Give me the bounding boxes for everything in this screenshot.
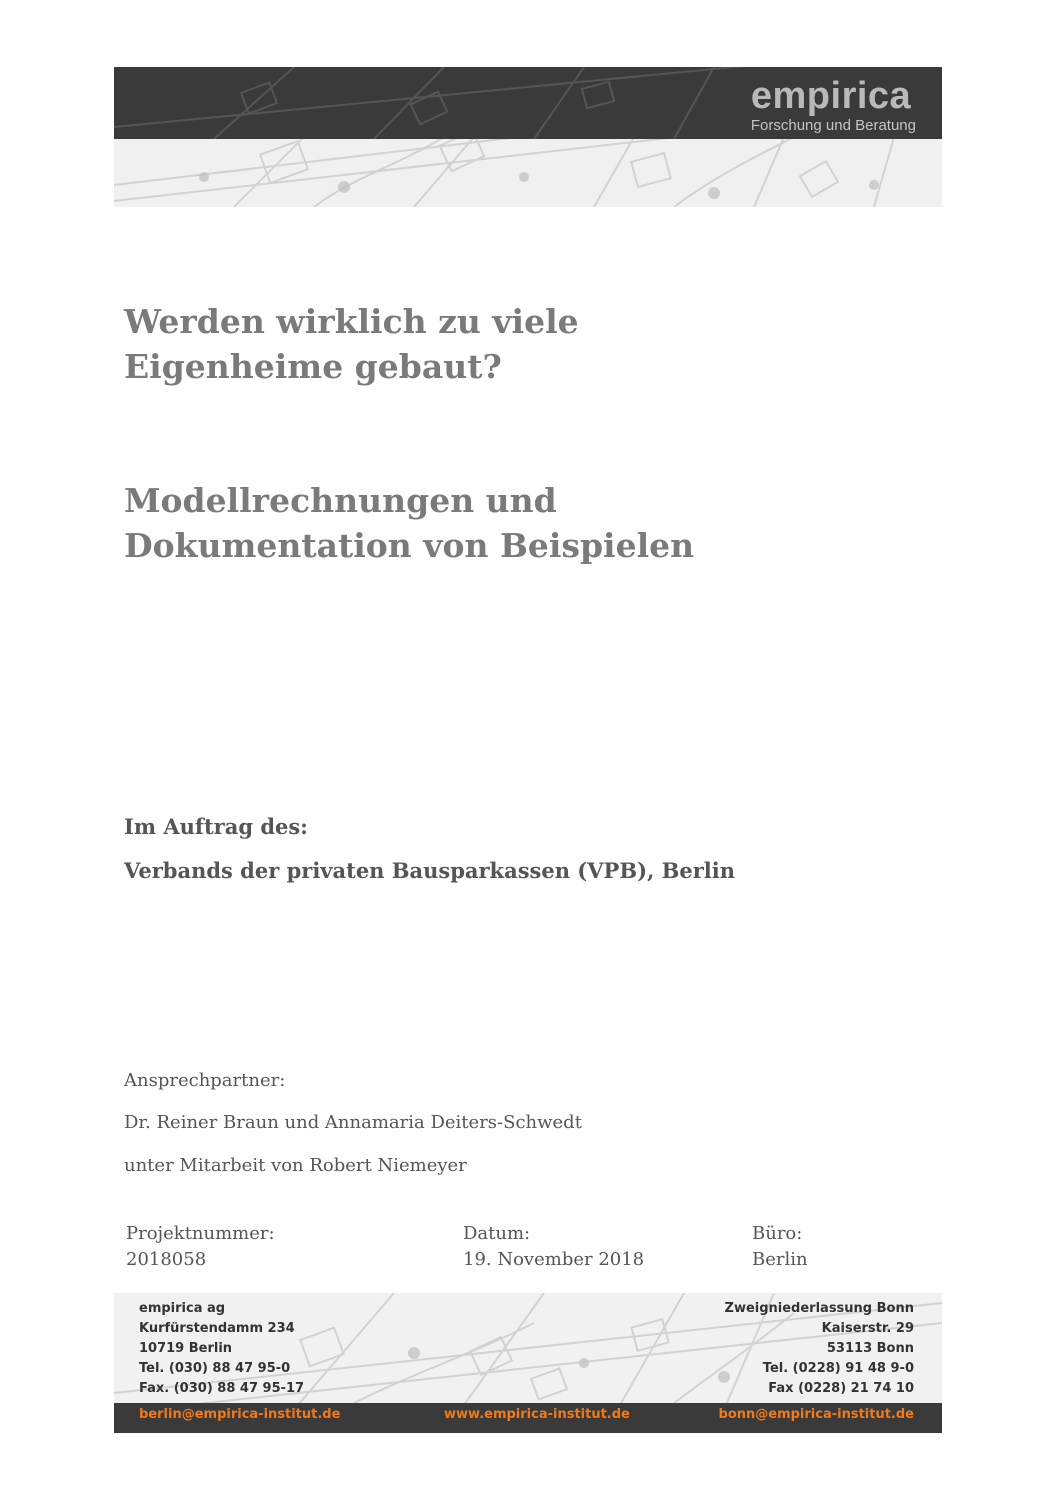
report-subtitle bbox=[124, 478, 694, 568]
header-banner bbox=[114, 67, 942, 207]
footer-bonn-line: Zweigniederlassung Bonn bbox=[724, 1301, 914, 1316]
footer-banner bbox=[114, 1293, 942, 1433]
email-bonn-link[interactable]: bonn@empirica-institut.de bbox=[718, 1407, 914, 1422]
office-label: Büro: bbox=[752, 1223, 803, 1244]
footer-berlin-line: Fax. (030) 88 47 95-17 bbox=[139, 1381, 305, 1396]
brand-logo bbox=[751, 75, 916, 135]
report-subtitle-line1: Modellrechnungen und bbox=[124, 481, 557, 520]
footer-berlin-line: Tel. (030) 88 47 95-0 bbox=[139, 1361, 291, 1376]
report-subtitle-line2: Dokumentation von Beispielen bbox=[124, 526, 695, 565]
footer-bonn-address bbox=[725, 1299, 914, 1399]
footer-bonn-line: Fax (0228) 21 74 10 bbox=[768, 1381, 914, 1396]
brand-name: empirica bbox=[750, 75, 912, 117]
contact-label: Ansprechpartner: bbox=[124, 1070, 286, 1091]
footer-berlin-line: 10719 Berlin bbox=[139, 1341, 233, 1356]
contact-assist: unter Mitarbeit von Robert Niemeyer bbox=[124, 1155, 467, 1176]
client-label: Im Auftrag des: bbox=[124, 814, 308, 839]
brand-tagline: Forschung und Beratung bbox=[750, 117, 916, 134]
report-title-line2: Eigenheime gebaut? bbox=[124, 347, 502, 386]
footer-berlin-line: empirica ag bbox=[139, 1301, 226, 1316]
office-value: Berlin bbox=[752, 1249, 808, 1270]
email-berlin-link[interactable]: berlin@empirica-institut.de bbox=[139, 1407, 341, 1422]
report-title bbox=[124, 299, 579, 389]
footer-bonn-line: Kaiserstr. 29 bbox=[821, 1321, 914, 1336]
report-title-line1: Werden wirklich zu viele bbox=[124, 302, 579, 341]
project-number-label: Projektnummer: bbox=[126, 1223, 275, 1244]
footer-berlin-address bbox=[139, 1299, 304, 1399]
contact-names: Dr. Reiner Braun und Annamaria Deiters-Schwedt bbox=[124, 1112, 582, 1133]
footer-berlin-line: Kurfürstendamm 234 bbox=[139, 1321, 295, 1336]
project-number-value: 2018058 bbox=[126, 1249, 207, 1270]
footer-bonn-line: 53113 Bonn bbox=[826, 1341, 914, 1356]
date-value: 19. November 2018 bbox=[463, 1249, 645, 1270]
client-name: Verbands der privaten Bausparkassen (VPB), Berlin bbox=[124, 858, 736, 883]
website-link[interactable]: www.empirica-institut.de bbox=[444, 1407, 630, 1422]
date-label: Datum: bbox=[463, 1223, 531, 1244]
footer-bonn-line: Tel. (0228) 91 48 9-0 bbox=[762, 1361, 914, 1376]
